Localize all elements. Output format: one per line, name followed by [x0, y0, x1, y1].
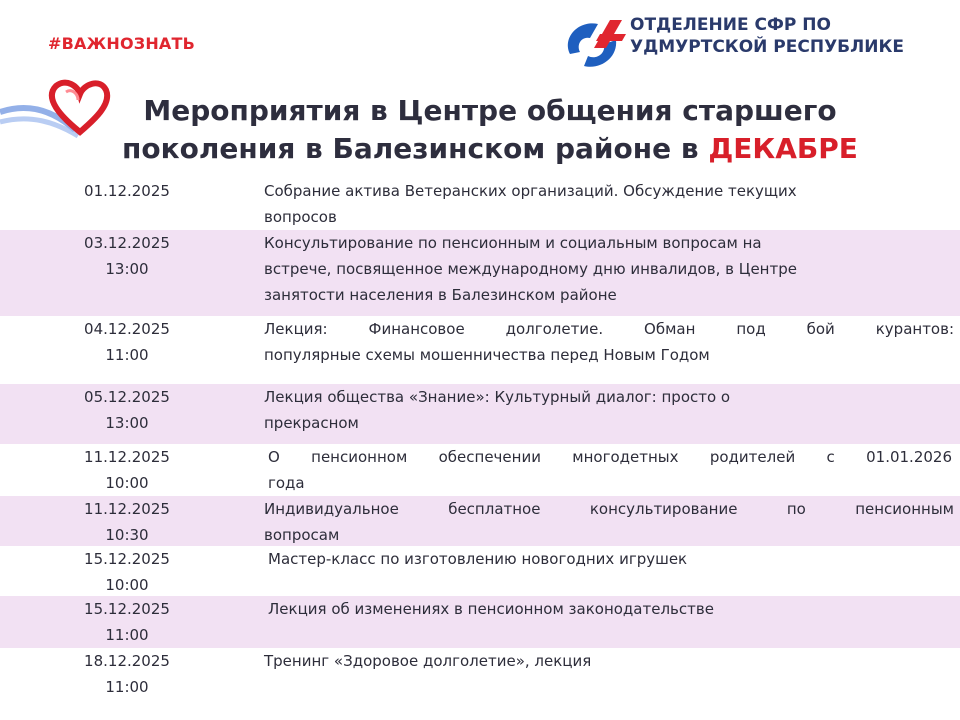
event-time: 10:30 [105, 526, 149, 544]
event-line: Консультирование по пенсионным и социальным вопросам на [264, 234, 762, 252]
event-date-day: 01.12.2025 [84, 182, 170, 200]
event-row [0, 648, 960, 704]
event-row [0, 444, 960, 496]
org-name [630, 14, 904, 58]
event-date [62, 384, 192, 436]
event-row [0, 178, 960, 230]
event-row [0, 546, 960, 596]
event-date [62, 648, 192, 700]
event-date [62, 596, 192, 648]
title-month-accent: ДЕКАБРЕ [708, 132, 858, 165]
org-line-2: УДМУРТСКОЙ РЕСПУБЛИКЕ [630, 37, 904, 57]
event-line: встрече, посвященное международному дню инвалидов, в Центре [264, 260, 797, 278]
event-line: Тренинг «Здоровое долголетие», лекция [264, 652, 592, 670]
event-time: 11:00 [105, 626, 149, 644]
event-row [0, 496, 960, 546]
event-date-day: 04.12.2025 [84, 320, 170, 338]
event-date [62, 316, 192, 368]
hashtag: #ВАЖНОЗНАТЬ [48, 34, 196, 53]
event-description [264, 496, 954, 548]
event-date-day: 15.12.2025 [84, 550, 170, 568]
title-line-2-main: поколения в Балезинском районе в [122, 132, 709, 165]
event-row [0, 384, 960, 444]
event-line: вопросов [264, 208, 337, 226]
event-date-day: 05.12.2025 [84, 388, 170, 406]
event-time: 13:00 [105, 414, 149, 432]
event-line: Мастер-класс по изготовлению новогодних игрушек [268, 550, 688, 568]
event-time: 13:00 [105, 260, 149, 278]
event-description [268, 546, 958, 572]
event-description [268, 444, 952, 496]
event-row [0, 316, 960, 384]
event-line: прекрасном [264, 414, 359, 432]
event-time: 10:00 [105, 474, 149, 492]
event-line: О пенсионном обеспечении многодетных родителей с 01.01.2026 [268, 448, 952, 466]
page-title [60, 92, 920, 168]
sfr-logo-icon [560, 14, 632, 76]
event-time: 11:00 [105, 346, 149, 364]
event-row [0, 230, 960, 316]
title-line-1: Мероприятия в Центре общения старшего [143, 94, 837, 127]
event-date-day: 11.12.2025 [84, 500, 170, 518]
event-date [62, 496, 192, 548]
title-line-2 [60, 130, 920, 168]
event-date [62, 444, 192, 496]
event-line: Лекция общества «Знание»: Культурный диалог: просто о [264, 388, 731, 406]
event-description [264, 384, 954, 436]
event-date-day: 15.12.2025 [84, 600, 170, 618]
event-description [268, 596, 958, 622]
event-line: Лекция: Финансовое долголетие. Обман под бой курантов: [264, 320, 954, 338]
org-line-1: ОТДЕЛЕНИЕ СФР ПО [630, 15, 831, 35]
event-line: года [268, 474, 305, 492]
event-line: Лекция об изменениях в пенсионном законодательстве [268, 600, 714, 618]
event-date [62, 230, 192, 282]
event-description [264, 648, 954, 674]
event-row [0, 596, 960, 648]
event-time: 11:00 [105, 678, 149, 696]
event-date-day: 03.12.2025 [84, 234, 170, 252]
event-date [62, 178, 192, 204]
event-line: занятости населения в Балезинском районе [264, 286, 617, 304]
event-date-day: 11.12.2025 [84, 448, 170, 466]
event-line: популярные схемы мошенничества перед Новым Годом [264, 346, 710, 364]
event-line: Собрание актива Ветеранских организаций. Обсуждение текущих [264, 182, 797, 200]
event-description [264, 230, 954, 308]
event-description [264, 178, 954, 230]
event-date-day: 18.12.2025 [84, 652, 170, 670]
event-date [62, 546, 192, 598]
event-line: Индивидуальное бесплатное консультирование по пенсионным [264, 500, 954, 518]
event-line: вопросам [264, 526, 340, 544]
event-time: 10:00 [105, 576, 149, 594]
event-description [264, 316, 954, 368]
